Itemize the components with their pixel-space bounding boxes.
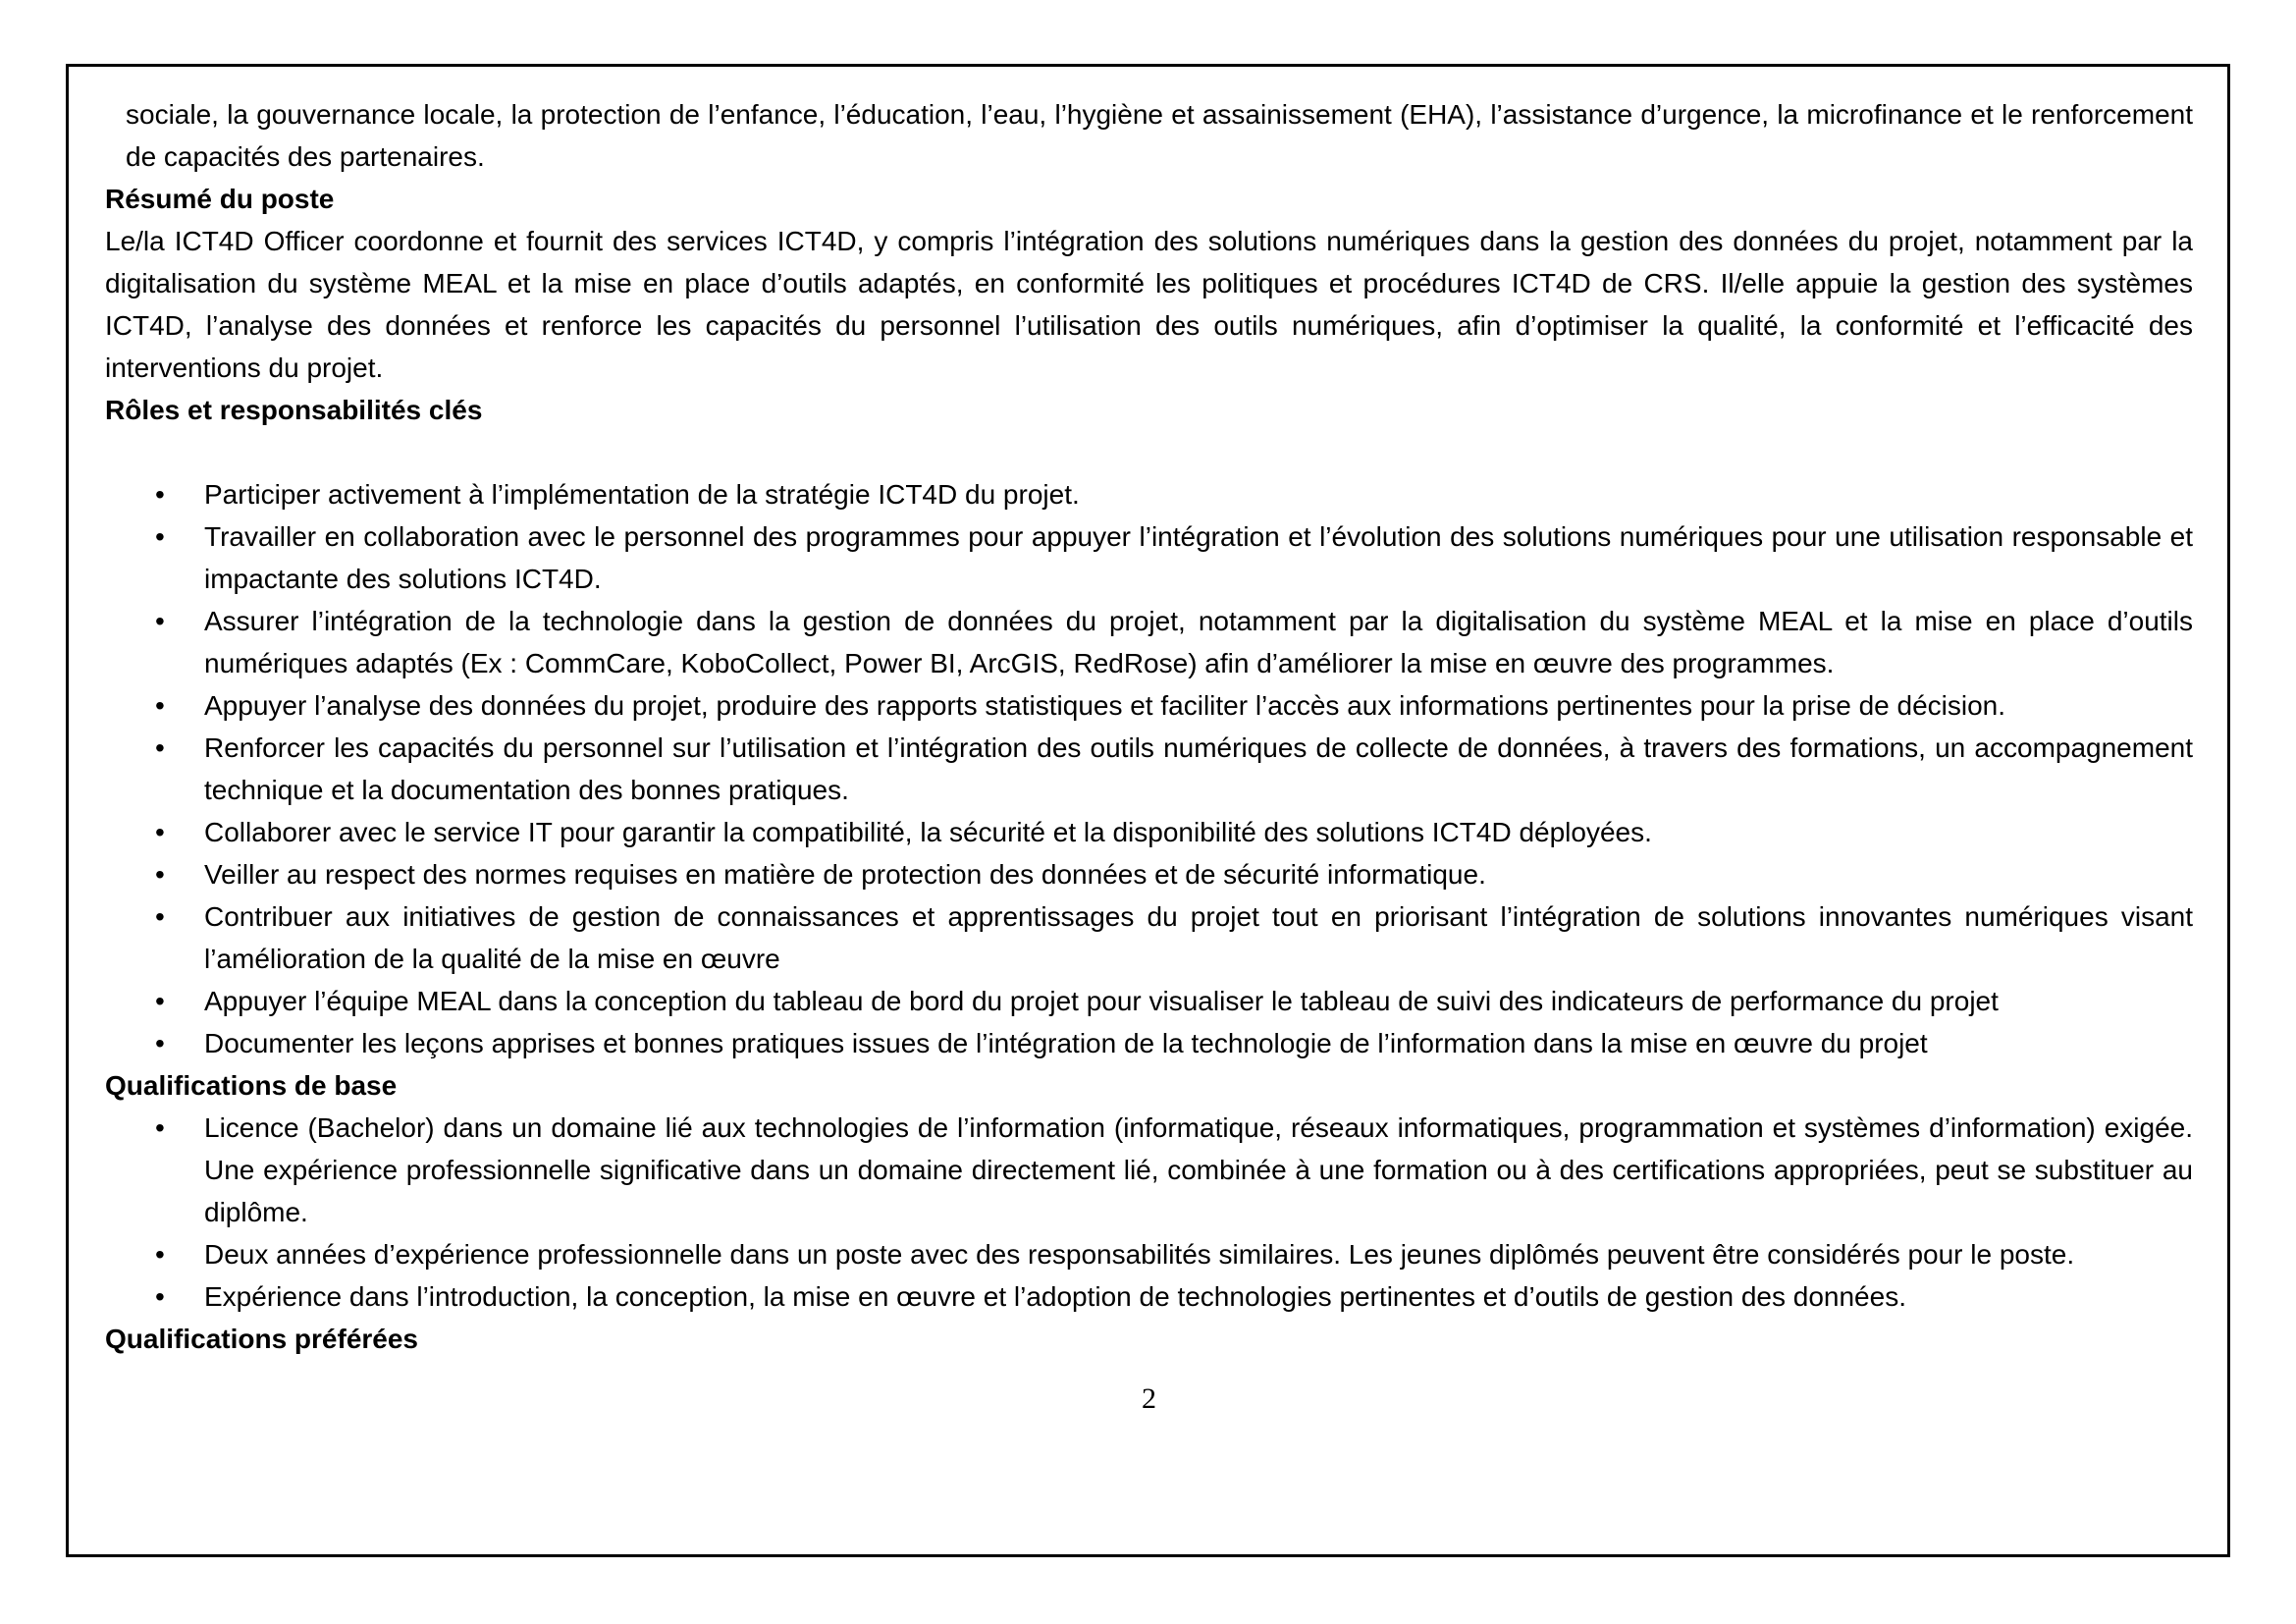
list-item-text: Appuyer l’analyse des données du projet, produire des rapports statistiques et faciliter l’accès aux informations pertinentes pour la prise de décision.: [204, 690, 2006, 721]
list-item-text: Veiller au respect des normes requises en matière de protection des données et de sécurité informatique.: [204, 859, 1486, 890]
qualifications-base-heading: Qualifications de base: [105, 1070, 398, 1101]
bullet-icon: •: [155, 1281, 165, 1312]
bullet-icon: •: [155, 1028, 165, 1058]
list-item: [105, 1022, 2193, 1064]
list-item-text: Licence (Bachelor) dans un domaine lié aux technologies de l’information (informatique, réseaux informatiques, programmation et systèmes d’information) exigée. Une expérience professionnelle significative dans un domaine directement lié, combinée à une formation ou à des certifications appropriées, peut se substituer au diplôme.: [204, 1112, 2193, 1227]
resume-heading: Résumé du poste: [105, 184, 335, 214]
qualifications-base-bullet-list: [105, 1107, 2193, 1318]
list-item: [105, 895, 2193, 980]
list-item: [105, 473, 2193, 515]
resume-paragraph: Le/la ICT4D Officer coordonne et fournit des services ICT4D, y compris l’intégration des solutions numériques dans la gestion des données du projet, notamment par la digitalisation du système MEAL et la mise en place d’outils adaptés, en conformité les politiques et procédures ICT4D de CRS. Il/elle appuie la gestion des systèmes ICT4D, l’analyse des données et renforce les capacités du personnel l’utilisation des outils numériques, afin d’optimiser la qualité, la conformité et l’efficacité des interventions du projet.: [105, 226, 2193, 383]
bullet-icon: •: [155, 690, 165, 721]
bullet-icon: •: [155, 986, 165, 1016]
list-item: [105, 1107, 2193, 1233]
intro-paragraph: sociale, la gouvernance locale, la protection de l’enfance, l’éducation, l’eau, l’hygiène et assainissement (EHA), l’assistance d’urgence, la microfinance et le renforcement de capacités des partenaires.: [126, 99, 2193, 172]
list-item-text: Expérience dans l’introduction, la conception, la mise en œuvre et l’adoption de technologies pertinentes et d’outils de gestion des données.: [204, 1281, 1906, 1312]
roles-bullet-list: [105, 473, 2193, 1064]
list-item: [105, 684, 2193, 727]
page-border: [66, 64, 2230, 1557]
page-number: 2: [1142, 1382, 1156, 1415]
bullet-icon: •: [155, 859, 165, 890]
bullet-icon: •: [155, 732, 165, 763]
roles-heading: Rôles et responsabilités clés: [105, 395, 483, 425]
list-item-text: Deux années d’expérience professionnelle dans un poste avec des responsabilités similaires. Les jeunes diplômés peuvent être considérés pour le poste.: [204, 1239, 2075, 1270]
list-item-text: Contribuer aux initiatives de gestion de connaissances et apprentissages du projet tout en priorisant l’intégration de solutions innovantes numériques visant l’amélioration de la qualité de la mise en œuvre: [204, 901, 2193, 974]
list-item: [105, 515, 2193, 600]
bullet-icon: •: [155, 901, 165, 932]
list-item: [105, 1275, 2193, 1318]
list-item: [105, 811, 2193, 853]
list-item-text: Renforcer les capacités du personnel sur l’utilisation et l’intégration des outils numériques de collecte de données, à travers des formations, un accompagnement technique et la documentation des bonnes pratiques.: [204, 732, 2193, 805]
list-item-text: Collaborer avec le service IT pour garantir la compatibilité, la sécurité et la disponibilité des solutions ICT4D déployées.: [204, 817, 1652, 847]
bullet-icon: •: [155, 521, 165, 552]
list-item-text: Travailler en collaboration avec le personnel des programmes pour appuyer l’intégration et l’évolution des solutions numériques pour une utilisation responsable et impactante des solutions ICT4D.: [204, 521, 2193, 594]
bullet-icon: •: [155, 1112, 165, 1143]
list-item-text: Documenter les leçons apprises et bonnes pratiques issues de l’intégration de la technologie de l’information dans la mise en œuvre du projet: [204, 1028, 1928, 1058]
list-item-text: Participer activement à l’implémentation de la stratégie ICT4D du projet.: [204, 479, 1080, 510]
list-item: [105, 600, 2193, 684]
bullet-icon: •: [155, 479, 165, 510]
bullet-icon: •: [155, 606, 165, 636]
list-item-text: Assurer l’intégration de la technologie dans la gestion de données du projet, notamment par la digitalisation du système MEAL et la mise en place d’outils numériques adaptés (Ex : CommCare, KoboCollect, Power BI, ArcGIS, RedRose) afin d’améliorer la mise en œuvre des programmes.: [204, 606, 2193, 678]
qualifications-preferees-heading: Qualifications préférées: [105, 1324, 419, 1354]
bullet-icon: •: [155, 817, 165, 847]
list-item: [105, 1233, 2193, 1275]
bullet-icon: •: [155, 1239, 165, 1270]
list-item: [105, 853, 2193, 895]
list-item: [105, 727, 2193, 811]
list-item: [105, 980, 2193, 1022]
list-item-text: Appuyer l’équipe MEAL dans la conception du tableau de bord du projet pour visualiser le tableau de suivi des indicateurs de performance du projet: [204, 986, 1999, 1016]
